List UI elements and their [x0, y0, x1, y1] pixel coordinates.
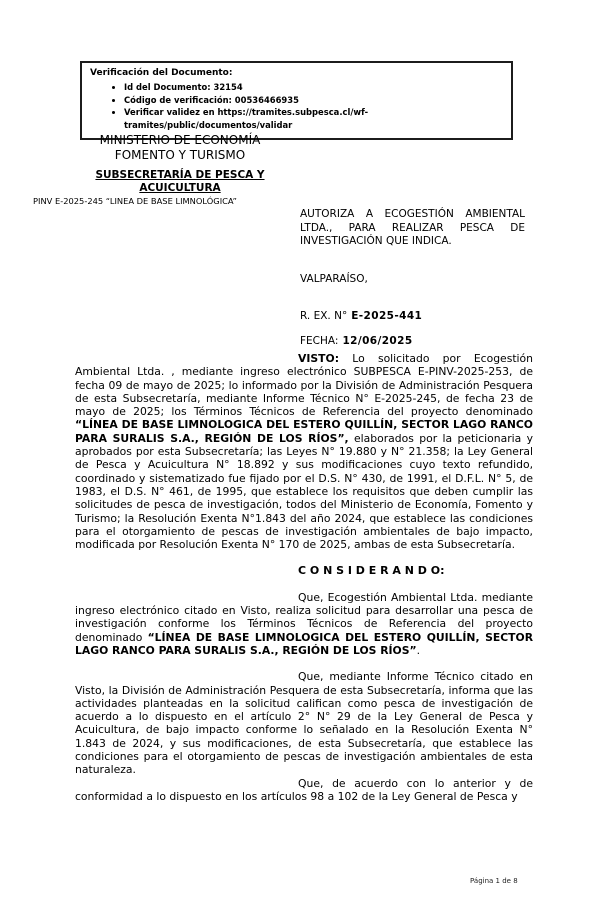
- date-value: 12/06/2025: [342, 334, 413, 347]
- department-name-line1: SUBSECRETARÍA DE PESCA Y: [95, 169, 265, 181]
- city-line: VALPARAÍSO,: [300, 272, 368, 285]
- ministry-name-line1: MINISTERIO DE ECONOMÍA: [99, 133, 261, 147]
- date-label: FECHA:: [300, 334, 339, 347]
- resolution-number-value: E-2025-441: [351, 309, 423, 322]
- considerando-paragraph-1: Que, Ecogestión Ambiental Ltda. mediante ingreso electrónico citado en Visto, realiza solicitud para desarrollar una pesca de investigación conforme los Términos Técnicos de Referencia del proyecto denominado “LÍNEA DE BASE LIMNOLOGICA DEL ESTERO QUILLÍN, SECTOR LAGO RANCO PARA SURALIS S.A., REGIÓN DE LOS RÍOS”.: [75, 590, 534, 657]
- considerando-paragraph-3: Que, de acuerdo con lo anterior y de conformidad a lo dispuesto en los artículos 98 a 102 de la Ley General de Pesca y: [75, 776, 533, 803]
- resolution-body: [75, 352, 533, 803]
- resolution-subject: AUTORIZA A ECOGESTIÓN AMBIENTAL LTDA., PARA REALIZAR PESCA DE INVESTIGACIÓN QUE INDICA.: [300, 208, 525, 247]
- verification-item-url: • Verificar validez en https://tramites.subpesca.cl/wf-tramites/public/documentos/validar: [124, 106, 505, 131]
- verification-list: [90, 81, 505, 131]
- considerando-heading: C O N S I D E R A N D O:: [298, 564, 445, 578]
- verification-item-document-id: • Id del Documento: 32154: [124, 81, 505, 94]
- letterhead: [55, 133, 305, 195]
- resolution-title-block: [300, 208, 525, 347]
- file-reference: PINV E-2025-245 “LINEA DE BASE LIMNOLÓGICA”: [33, 196, 237, 206]
- resolution-number-line: [300, 310, 525, 322]
- considerando-paragraph-2: Que, mediante Informe Técnico citado en Visto, la División de Administración Pesquera de esta Subsecretaría, informa que las actividades planteadas en la solicitud califican como pesca de investigación de acuerdo a lo dispuesto en el artículo 2° N° 29 de la Ley General de Pesca y Acuicultura, de bajo impacto conforme lo señalado en la Resolución Exenta N° 1.843 de 2024, y sus modificaciones, de esta Subsecretaría, que establece las condiciones para el otorgamiento de pescas de investigación ambientales de esta naturaleza.: [75, 670, 533, 777]
- visto-paragraph: VISTO: Lo solicitado por Ecogestión Ambiental Ltda. , mediante ingreso electrónico SUBPESCA E-PINV-2025-253, de fecha 09 de mayo de 2025; lo informado por la División de Administración Pesquera de esta Subsecretaría, mediante Informe Técnico N° E-2025-245, de fecha 23 de mayo de 2025; los Términos Técnicos de Referencia del proyecto denominado “LÍNEA DE BASE LIMNOLOGICA DEL ESTERO QUILLÍN, SECTOR LAGO RANCO PARA SURALIS S.A., REGIÓN DE LOS RÍOS”, elaborados por la peticionaria y aprobados por esta Subsecretaría; las Leyes N° 19.880 y N° 21.358; la Ley General de Pesca y Acuicultura N° 18.892 y sus modificaciones cuyo texto refundido, coordinado y sistematizado fue fijado por el D.S. N° 430, de 1991, el D.F.L. N° 5, de 1983, el D.S. N° 461, de 1995, que establece los requisitos que deben cumplir las solicitudes de pesca de investigación, todos del Ministerio de Economía, Fomento y Turismo; la Resolución Exenta N°1.843 del año 2024, que establece las condiciones para el otorgamiento de pescas de investigación ambientales de bajo impacto, modificada por Resolución Exenta N° 170 de 2025, ambas de esta Subsecretaría.: [75, 352, 534, 552]
- ministry-name-line2: FOMENTO Y TURISMO: [114, 148, 246, 162]
- page-number: Página 1 de 8: [470, 877, 518, 885]
- verification-item-code: • Código de verificación: 00536466935: [124, 94, 505, 107]
- verification-title: Verificación del Documento:: [90, 68, 233, 78]
- department-name-line2: ACUICULTURA: [139, 182, 221, 194]
- verification-box: [80, 61, 513, 140]
- resolution-number-label: R. EX. N°: [300, 309, 348, 322]
- date-line: [300, 335, 525, 347]
